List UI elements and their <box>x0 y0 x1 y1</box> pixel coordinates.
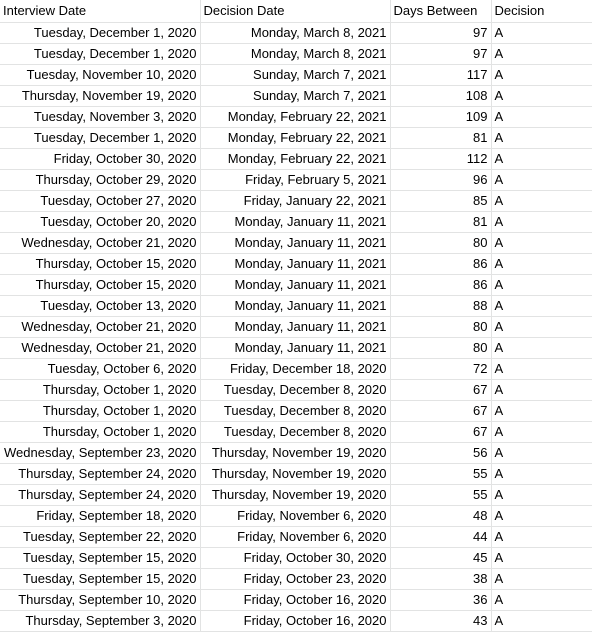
header-decision[interactable]: Decision <box>491 0 592 22</box>
decision-cell[interactable]: A <box>491 358 592 379</box>
interview-date-cell[interactable]: Tuesday, September 15, 2020 <box>0 547 200 568</box>
days-between-cell[interactable]: 67 <box>390 379 491 400</box>
table-row <box>0 22 592 43</box>
days-between-cell[interactable]: 45 <box>390 547 491 568</box>
table-row <box>0 610 592 631</box>
decision-date-cell[interactable]: Tuesday, December 8, 2020 <box>200 379 390 400</box>
decision-cell[interactable]: A <box>491 442 592 463</box>
decision-cell[interactable]: A <box>491 610 592 631</box>
header-days-between[interactable]: Days Between <box>390 0 491 22</box>
decision-cell[interactable]: A <box>491 337 592 358</box>
decision-cell[interactable]: A <box>491 190 592 211</box>
decision-date-cell[interactable]: Monday, February 22, 2021 <box>200 148 390 169</box>
decision-cell[interactable]: A <box>491 106 592 127</box>
table-row <box>0 589 592 610</box>
interview-date-cell[interactable]: Thursday, October 15, 2020 <box>0 274 200 295</box>
decision-cell[interactable]: A <box>491 43 592 64</box>
decision-cell[interactable]: A <box>491 484 592 505</box>
decision-date-cell[interactable]: Friday, February 5, 2021 <box>200 169 390 190</box>
decision-cell[interactable]: A <box>491 295 592 316</box>
table-row <box>0 358 592 379</box>
decision-date-cell[interactable]: Friday, November 6, 2020 <box>200 526 390 547</box>
table-row <box>0 148 592 169</box>
table-row <box>0 547 592 568</box>
days-between-cell[interactable]: 56 <box>390 442 491 463</box>
days-between-cell[interactable]: 43 <box>390 610 491 631</box>
decision-cell[interactable]: A <box>491 547 592 568</box>
table-row <box>0 253 592 274</box>
interview-date-cell[interactable]: Tuesday, October 27, 2020 <box>0 190 200 211</box>
interview-date-cell[interactable]: Thursday, October 15, 2020 <box>0 253 200 274</box>
days-between-cell[interactable]: 117 <box>390 64 491 85</box>
interview-date-cell[interactable]: Thursday, November 19, 2020 <box>0 85 200 106</box>
table-row <box>0 568 592 589</box>
days-between-cell[interactable]: 88 <box>390 295 491 316</box>
interview-date-cell[interactable]: Wednesday, October 21, 2020 <box>0 316 200 337</box>
interview-date-cell[interactable]: Thursday, October 1, 2020 <box>0 379 200 400</box>
table-row <box>0 127 592 148</box>
interview-date-cell[interactable]: Friday, October 30, 2020 <box>0 148 200 169</box>
decision-cell[interactable]: A <box>491 85 592 106</box>
days-between-cell[interactable]: 38 <box>390 568 491 589</box>
decision-cell[interactable]: A <box>491 22 592 43</box>
decision-cell[interactable]: A <box>491 148 592 169</box>
interview-date-cell[interactable]: Tuesday, November 10, 2020 <box>0 64 200 85</box>
decision-cell[interactable]: A <box>491 211 592 232</box>
decision-cell[interactable]: A <box>491 127 592 148</box>
decision-date-cell[interactable]: Monday, February 22, 2021 <box>200 127 390 148</box>
days-between-cell[interactable]: 86 <box>390 253 491 274</box>
decision-date-cell[interactable]: Sunday, March 7, 2021 <box>200 64 390 85</box>
decision-date-cell[interactable]: Thursday, November 19, 2020 <box>200 484 390 505</box>
days-between-cell[interactable]: 86 <box>390 274 491 295</box>
decision-cell[interactable]: A <box>491 253 592 274</box>
decision-date-cell[interactable]: Friday, November 6, 2020 <box>200 505 390 526</box>
table-row <box>0 64 592 85</box>
days-between-cell[interactable]: 48 <box>390 505 491 526</box>
days-between-cell[interactable]: 80 <box>390 337 491 358</box>
interview-date-cell[interactable]: Thursday, October 1, 2020 <box>0 400 200 421</box>
interview-date-cell[interactable]: Thursday, September 10, 2020 <box>0 589 200 610</box>
days-between-cell[interactable]: 72 <box>390 358 491 379</box>
decision-cell[interactable]: A <box>491 505 592 526</box>
decision-cell[interactable]: A <box>491 568 592 589</box>
table-row <box>0 295 592 316</box>
days-between-cell[interactable]: 44 <box>390 526 491 547</box>
table-row <box>0 463 592 484</box>
interview-date-cell[interactable]: Tuesday, December 1, 2020 <box>0 22 200 43</box>
decision-date-cell[interactable]: Friday, October 23, 2020 <box>200 568 390 589</box>
interview-date-cell[interactable]: Thursday, September 3, 2020 <box>0 610 200 631</box>
days-between-cell[interactable]: 80 <box>390 316 491 337</box>
table-row <box>0 421 592 442</box>
interview-date-cell[interactable]: Wednesday, September 23, 2020 <box>0 442 200 463</box>
decision-cell[interactable]: A <box>491 400 592 421</box>
days-between-cell[interactable]: 109 <box>390 106 491 127</box>
decision-date-cell[interactable]: Monday, February 22, 2021 <box>200 106 390 127</box>
days-between-cell[interactable]: 85 <box>390 190 491 211</box>
decision-cell[interactable]: A <box>491 232 592 253</box>
table-row <box>0 274 592 295</box>
interview-date-cell[interactable]: Tuesday, November 3, 2020 <box>0 106 200 127</box>
days-between-cell[interactable]: 108 <box>390 85 491 106</box>
header-decision-date[interactable]: Decision Date <box>200 0 390 22</box>
days-between-cell[interactable]: 36 <box>390 589 491 610</box>
days-between-cell[interactable]: 55 <box>390 484 491 505</box>
table-row <box>0 442 592 463</box>
table-row <box>0 484 592 505</box>
interview-date-cell[interactable]: Thursday, September 24, 2020 <box>0 484 200 505</box>
table-row <box>0 379 592 400</box>
table-row <box>0 316 592 337</box>
days-between-cell[interactable]: 67 <box>390 421 491 442</box>
interview-date-cell[interactable]: Thursday, September 24, 2020 <box>0 463 200 484</box>
decision-date-cell[interactable]: Tuesday, December 8, 2020 <box>200 421 390 442</box>
interview-date-cell[interactable]: Tuesday, December 1, 2020 <box>0 43 200 64</box>
decision-cell[interactable]: A <box>491 463 592 484</box>
interview-date-cell[interactable]: Thursday, October 29, 2020 <box>0 169 200 190</box>
decision-cell[interactable]: A <box>491 316 592 337</box>
days-between-cell[interactable]: 81 <box>390 127 491 148</box>
decision-date-cell[interactable]: Friday, October 16, 2020 <box>200 589 390 610</box>
decision-cell[interactable]: A <box>491 589 592 610</box>
header-interview-date[interactable]: Interview Date <box>0 0 200 22</box>
decision-cell[interactable]: A <box>491 379 592 400</box>
interview-date-cell[interactable]: Tuesday, September 22, 2020 <box>0 526 200 547</box>
days-between-cell[interactable]: 67 <box>390 400 491 421</box>
interview-date-cell[interactable]: Tuesday, September 15, 2020 <box>0 568 200 589</box>
decision-date-cell[interactable]: Monday, January 11, 2021 <box>200 295 390 316</box>
days-between-cell[interactable]: 96 <box>390 169 491 190</box>
decision-cell[interactable]: A <box>491 64 592 85</box>
table-row <box>0 85 592 106</box>
interview-date-cell[interactable]: Tuesday, October 20, 2020 <box>0 211 200 232</box>
decision-date-cell[interactable]: Monday, March 8, 2021 <box>200 43 390 64</box>
interview-date-cell[interactable]: Tuesday, December 1, 2020 <box>0 127 200 148</box>
days-between-cell[interactable]: 55 <box>390 463 491 484</box>
table-row <box>0 337 592 358</box>
interview-date-cell[interactable]: Wednesday, October 21, 2020 <box>0 232 200 253</box>
days-between-cell[interactable]: 112 <box>390 148 491 169</box>
header-row <box>0 0 592 22</box>
decision-date-cell[interactable]: Monday, January 11, 2021 <box>200 211 390 232</box>
table-body <box>0 22 592 631</box>
days-between-cell[interactable]: 97 <box>390 43 491 64</box>
decision-date-cell[interactable]: Tuesday, December 8, 2020 <box>200 400 390 421</box>
decision-cell[interactable]: A <box>491 274 592 295</box>
decision-date-cell[interactable]: Friday, October 30, 2020 <box>200 547 390 568</box>
decision-date-cell[interactable]: Sunday, March 7, 2021 <box>200 85 390 106</box>
decision-date-cell[interactable]: Friday, January 22, 2021 <box>200 190 390 211</box>
decision-date-cell[interactable]: Monday, January 11, 2021 <box>200 337 390 358</box>
decision-date-cell[interactable]: Monday, January 11, 2021 <box>200 232 390 253</box>
decision-cell[interactable]: A <box>491 526 592 547</box>
table-row <box>0 106 592 127</box>
decision-cell[interactable]: A <box>491 421 592 442</box>
decision-date-cell[interactable]: Monday, January 11, 2021 <box>200 253 390 274</box>
decision-date-cell[interactable]: Monday, January 11, 2021 <box>200 316 390 337</box>
interview-date-cell[interactable]: Thursday, October 1, 2020 <box>0 421 200 442</box>
days-between-cell[interactable]: 80 <box>390 232 491 253</box>
table-row <box>0 526 592 547</box>
decision-date-cell[interactable]: Monday, March 8, 2021 <box>200 22 390 43</box>
table-row <box>0 169 592 190</box>
decision-date-cell[interactable]: Monday, January 11, 2021 <box>200 274 390 295</box>
table-row <box>0 211 592 232</box>
table-row <box>0 505 592 526</box>
decision-date-cell[interactable]: Friday, December 18, 2020 <box>200 358 390 379</box>
decision-date-cell[interactable]: Thursday, November 19, 2020 <box>200 463 390 484</box>
table-row <box>0 400 592 421</box>
interview-date-cell[interactable]: Friday, September 18, 2020 <box>0 505 200 526</box>
decision-cell[interactable]: A <box>491 169 592 190</box>
interview-date-cell[interactable]: Tuesday, October 6, 2020 <box>0 358 200 379</box>
table-row <box>0 43 592 64</box>
interview-date-cell[interactable]: Tuesday, October 13, 2020 <box>0 295 200 316</box>
decision-date-cell[interactable]: Friday, October 16, 2020 <box>200 610 390 631</box>
table-row <box>0 232 592 253</box>
interview-date-cell[interactable]: Wednesday, October 21, 2020 <box>0 337 200 358</box>
decision-date-cell[interactable]: Thursday, November 19, 2020 <box>200 442 390 463</box>
days-between-cell[interactable]: 97 <box>390 22 491 43</box>
days-between-cell[interactable]: 81 <box>390 211 491 232</box>
table-row <box>0 190 592 211</box>
